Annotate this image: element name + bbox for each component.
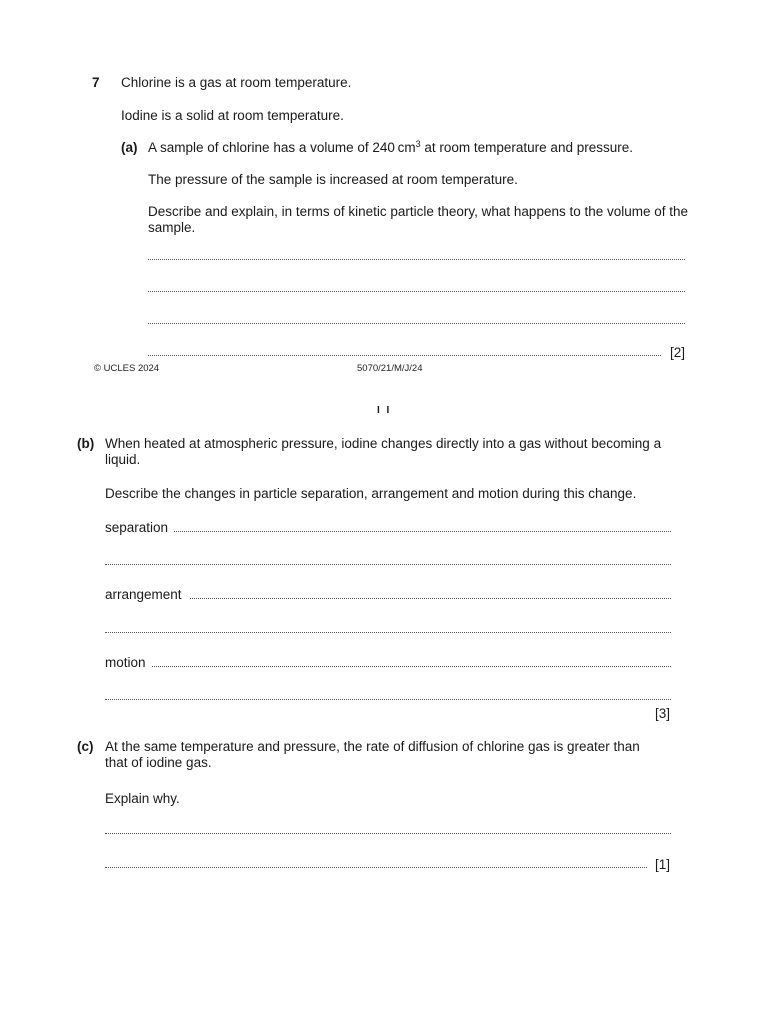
separation-label: separation	[105, 520, 169, 535]
answer-line-c1[interactable]	[105, 833, 671, 834]
question-intro-line2: Iodine is a solid at room temperature.	[121, 108, 344, 123]
arrangement-label: arrangement	[105, 587, 182, 602]
part-b-label: (b)	[77, 436, 95, 451]
question-intro-line1: Chlorine is a gas at room temperature.	[121, 75, 352, 90]
answer-line-separation-1[interactable]	[174, 531, 671, 532]
part-c-marks: [1]	[655, 857, 671, 872]
part-b-text-line2: liquid.	[105, 452, 141, 467]
part-a-text	[148, 139, 633, 156]
part-c-text-line1: At the same temperature and pressure, the rate of diffusion of chlorine gas is greater than	[105, 739, 640, 754]
part-a-unit-superscript: 3	[415, 139, 421, 149]
part-a-text-end: at room temperature and pressure.	[420, 140, 633, 155]
part-c-prompt: Explain why.	[105, 791, 180, 806]
footer-code: 5070/21/M/J/24	[357, 363, 423, 374]
motion-label: motion	[105, 655, 146, 670]
answer-line-motion-2[interactable]	[105, 699, 671, 700]
page-marker: I I	[377, 405, 392, 416]
answer-line-c2[interactable]	[105, 867, 647, 868]
answer-line-a1[interactable]	[148, 259, 685, 260]
part-b-prompt: Describe the changes in particle separation, arrangement and motion during this change.	[105, 486, 637, 501]
part-a-label: (a)	[121, 140, 138, 155]
footer-copyright: © UCLES 2024	[94, 363, 160, 374]
part-a-marks: [2]	[670, 345, 686, 360]
answer-line-motion-1[interactable]	[152, 666, 671, 667]
part-b-marks: [3]	[655, 706, 671, 721]
part-c-label: (c)	[77, 739, 94, 754]
part-b-text-line1: When heated at atmospheric pressure, iodine changes directly into a gas without becoming a	[105, 436, 662, 451]
answer-line-a4[interactable]	[148, 355, 661, 356]
answer-line-arrangement-1[interactable]	[190, 598, 671, 599]
answer-line-a3[interactable]	[148, 323, 685, 324]
answer-line-separation-2[interactable]	[105, 564, 671, 565]
part-a-line2: The pressure of the sample is increased at room temperature.	[148, 172, 518, 187]
part-a-prompt-line2: sample.	[148, 220, 196, 235]
part-a-prompt-line1: Describe and explain, in terms of kinetic particle theory, what happens to the volume of the	[148, 204, 689, 219]
answer-line-arrangement-2[interactable]	[105, 632, 671, 633]
question-number: 7	[92, 75, 100, 90]
part-c-text-line2: that of iodine gas.	[105, 755, 212, 770]
answer-line-a2[interactable]	[148, 291, 685, 292]
part-a-text-start: A sample of chlorine has a volume of 240 cm	[148, 140, 416, 155]
